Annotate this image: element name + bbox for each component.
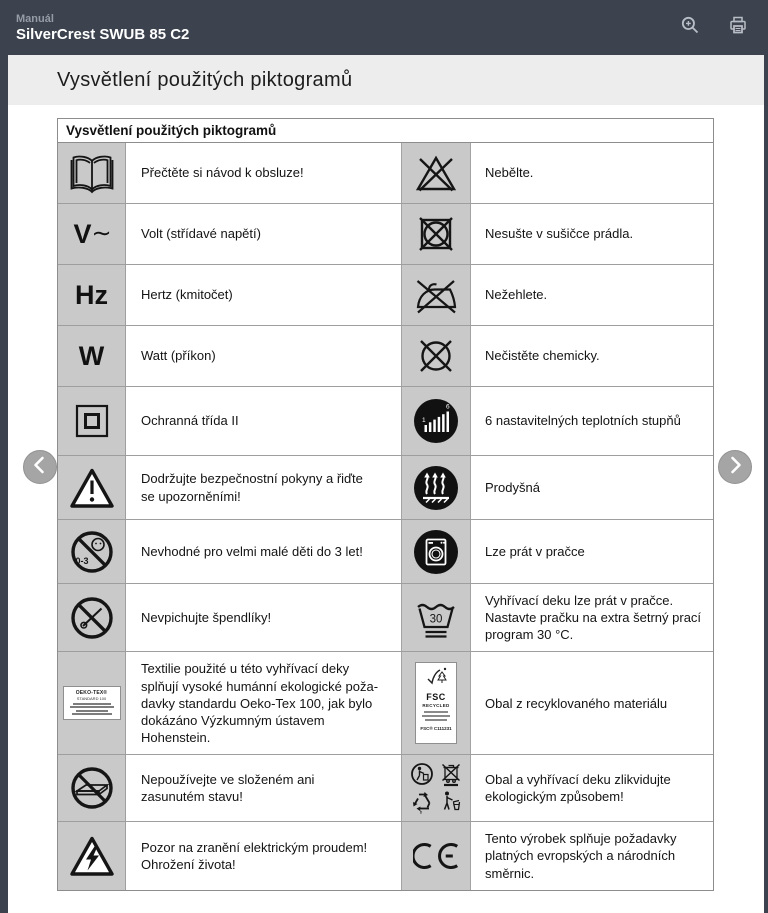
pictogram-table-body (58, 143, 713, 890)
do-not-iron-icon (401, 265, 471, 325)
app-header-actions (678, 16, 768, 40)
chevron-left-icon (23, 448, 57, 487)
chevron-right-icon (718, 448, 752, 487)
pictogram-description: Nepoužívejte ve složeném ani zasunutém stavu! (141, 772, 315, 805)
ce-mark-icon (401, 822, 471, 889)
table-row (58, 143, 713, 204)
pictogram-description: Watt (příkon) (141, 348, 216, 364)
pictogram-description: Nežehlete. (485, 287, 548, 303)
pictogram-description: Ochranná třída II (141, 413, 239, 429)
pictogram-description: Nevhodné pro velmi malé děti do 3 let! (141, 543, 363, 559)
ce-mark-icon-cell (390, 822, 471, 889)
do-not-dry-clean-icon (401, 326, 471, 386)
no-small-children-icon (58, 520, 126, 583)
breathable-icon-cell (390, 456, 471, 519)
app-header (0, 0, 768, 55)
printer-icon (728, 15, 748, 40)
temperature-levels-icon (401, 387, 471, 455)
page-title: Vysvětlení použitých piktogramů (57, 68, 353, 91)
table-row (58, 387, 713, 456)
pictogram-description: Tento výrobek splňuje požadavky platných evropských a národních směrnic. (485, 831, 677, 881)
pictogram-table-header: Vysvětlení použitých piktogramů (58, 119, 713, 143)
machine-washable-icon-cell (390, 520, 471, 583)
manual-title: SilverCrest SWUB 85 C2 (16, 25, 190, 43)
pictogram-description: Lze prát v pračce (485, 543, 585, 559)
svg-text:b: b (419, 809, 422, 815)
table-row (58, 265, 713, 326)
pictogram-description: Obal z recyklovaného materiálu (485, 695, 668, 711)
pictogram-table (57, 118, 714, 891)
fsc-recycled-label-icon-cell (390, 652, 471, 754)
pictogram-description: Nečistěte chemicky. (485, 348, 600, 364)
print-button[interactable] (726, 16, 750, 40)
do-not-dry-clean-icon-cell (390, 326, 471, 386)
pictogram-description: Dodržujte bezpečnostní pokyny a řiďte se upozorněními! (141, 471, 363, 504)
volt-symbol-icon: V∼ (58, 204, 126, 264)
table-row (58, 584, 713, 652)
magnifier-plus-icon (680, 15, 701, 41)
pictogram-description: Nebělte. (485, 165, 534, 181)
table-row (58, 755, 713, 822)
pictogram-description: Přečtěte si návod k obsluze! (141, 165, 304, 181)
fsc-recycled-label-icon: FSC RECYCLED FSC® C111231 (401, 652, 471, 754)
do-not-tumble-dry-icon-cell (390, 204, 471, 264)
previous-page-button[interactable] (23, 450, 57, 484)
app-header-titles (0, 12, 678, 44)
open-book-icon (58, 143, 126, 203)
table-row (58, 822, 713, 889)
do-not-bleach-icon-cell (390, 143, 471, 203)
svg-text:0-3: 0-3 (75, 555, 89, 566)
wash-30-gentle-icon-cell (390, 584, 471, 651)
zoom-search-button[interactable] (678, 16, 702, 40)
table-row (58, 204, 713, 265)
svg-text:6: 6 (446, 403, 450, 411)
pictogram-description: Volt (střídavé napětí) (141, 226, 261, 242)
table-row (58, 652, 713, 755)
svg-text:1: 1 (422, 417, 426, 424)
wash-30-gentle-icon (401, 584, 471, 651)
temperature-levels-icon-cell (390, 387, 471, 455)
table-row (58, 326, 713, 387)
pictogram-description: Pozor na zranění elektrickým proudem! Ohrožení života! (141, 839, 368, 872)
do-not-tumble-dry-icon (401, 204, 471, 264)
manual-kicker: Manuál (16, 12, 54, 25)
pictogram-description: Nevpichujte špendlíky! (141, 610, 272, 626)
next-page-button[interactable] (718, 450, 752, 484)
no-pins-icon (58, 584, 126, 651)
watt-symbol-icon: W (58, 326, 126, 386)
warning-triangle-icon (58, 456, 126, 519)
pictogram-description: Obal a vyhřívací deku zlikvidujte ekologickým způsobem! (485, 772, 671, 805)
disposal-icons-icon (401, 755, 471, 821)
pictogram-description: Vyhřívací deku lze prát v pračce. Nastavte pračku na extra šetrný prací program 30 °C. (485, 593, 702, 643)
table-row (58, 456, 713, 520)
pictogram-description: 6 nastavitelných teplotních stupňů (485, 413, 681, 429)
oeko-tex-label-icon: OEKO-TEX® STANDARD 100 (58, 652, 126, 754)
disposal-icons-icon-cell (390, 755, 471, 821)
right-frame-edge (764, 0, 768, 913)
page-title-band (8, 55, 764, 105)
do-not-bleach-icon (401, 143, 471, 203)
machine-washable-icon (401, 520, 471, 583)
pictogram-description: Prodyšná (485, 479, 540, 495)
document-sheet (8, 55, 764, 913)
pictogram-description: Hertz (kmitočet) (141, 287, 233, 303)
no-folded-use-icon (58, 755, 126, 821)
breathable-icon (401, 456, 471, 519)
protection-class-2-icon (58, 387, 126, 455)
electric-shock-warning-icon (58, 822, 126, 889)
pictogram-description: Nesušte v sušičce prádla. (485, 226, 634, 242)
do-not-iron-icon-cell (390, 265, 471, 325)
pictogram-description: Textilie použité u této vyhřívací deky splňují vysoké humánní ekologické poža-davky standardu Oeko-Tex 100, jak bylo dokázáno Výzkumným ústavem Hohenstein. (141, 661, 379, 746)
table-row (58, 520, 713, 584)
hertz-symbol-icon: Hz (58, 265, 126, 325)
svg-text:30: 30 (429, 613, 443, 626)
